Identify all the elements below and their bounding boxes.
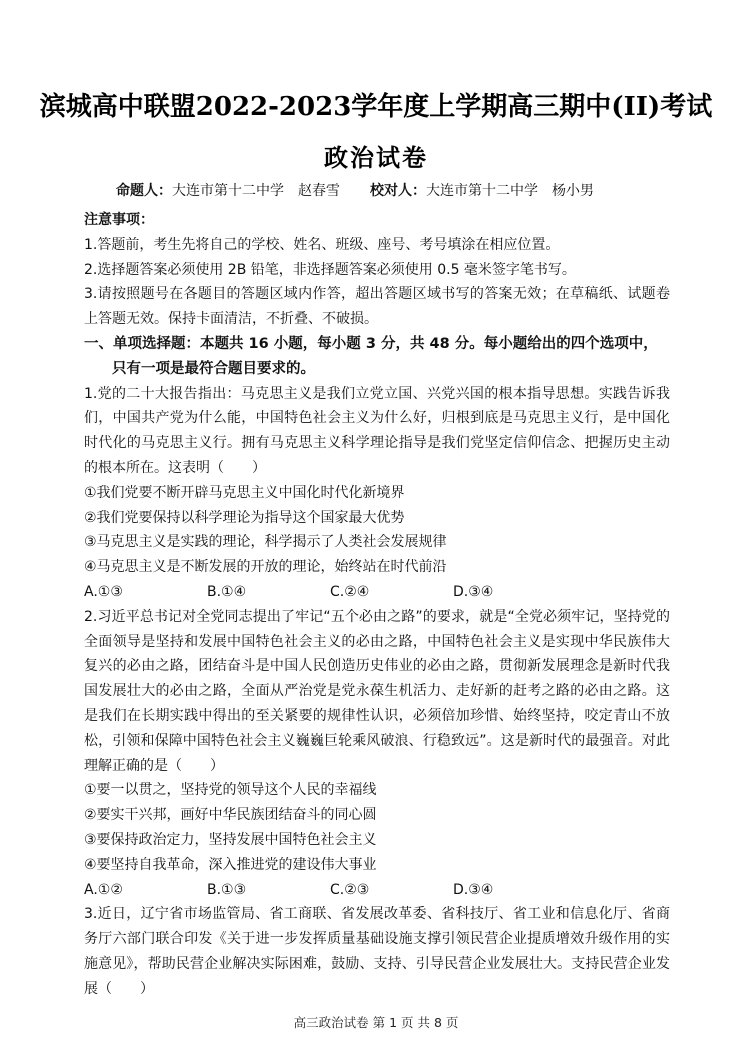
option-c: C.②④ — [330, 583, 370, 600]
statement: ②我们党要保持以科学理论为指导这个国家最大优势 — [84, 509, 405, 526]
question-stem: 1.党的二十大报告指出：马克思主义是我们立党立国、兴党兴国的根本指导思想。实践告诉我们，中国共产党为什么能，中国特色社会主义为什么好，归根到底是马克思主义行，是中国化时代化的马克思主义行。拥有马克思主义科学理论指导是我们党坚定信仰信念、把握历史主动的根本所在。这表明（ ） — [84, 385, 670, 476]
checker-label: 校对人： — [370, 183, 426, 199]
question-stem: 3.近日，辽宁省市场监管局、省工商联、省发展改革委、省科技厅、省工业和信息化厅、省商务厅六部门联合印发《关于进一步发挥质量基础设施支撑引领民营企业提质增效升级作用的实施意见》，帮助民营企业解决实际困难，鼓励、支持、引导民营企业发展壮大。支持民营企业发展（ ） — [84, 906, 670, 997]
answer-options — [84, 580, 670, 605]
question-3 — [84, 902, 670, 1001]
option-d: D.③④ — [453, 881, 494, 898]
notice-item: 1.答题前，考生先将自己的学校、姓名、班级、座号、考号填涂在相应位置。 — [84, 236, 560, 253]
section-heading-cont: 只有一项是最符合题目要求的。 — [112, 360, 315, 377]
section-heading: 一、单项选择题：本题共 16 小题，每小题 3 分，共 48 分。每小题给出的四个选项中， — [84, 335, 658, 352]
exam-content — [84, 208, 670, 1002]
page-footer: 高三政治试卷 第 1 页 共 8 页 — [293, 1015, 459, 1030]
statement: ①要一以贯之，坚持党的领导这个人民的幸福线 — [84, 782, 377, 799]
option-b: B.①④ — [207, 583, 247, 600]
statement: ③马克思主义是实践的理论，科学揭示了人类社会发展规律 — [84, 534, 447, 551]
exam-subtitle: 政治试卷 — [324, 143, 428, 172]
statement: ④马克思主义是不断发展的开放的理论，始终站在时代前沿 — [84, 559, 447, 576]
option-c: C.②③ — [330, 881, 370, 898]
author-value: 大连市第十二中学 赵春雪 — [172, 183, 340, 199]
statement: ①我们党要不断开辟马克思主义中国化时代化新境界 — [84, 484, 405, 501]
option-d: D.③④ — [453, 583, 494, 600]
option-a: A.①② — [84, 881, 123, 898]
statement: ④要坚持自我革命，深入推进党的建设伟大事业 — [84, 856, 377, 873]
question-2 — [84, 605, 670, 903]
checker-value: 大连市第十二中学 杨小男 — [426, 183, 594, 199]
statement: ②要实干兴邦，画好中华民族团结奋斗的同心圆 — [84, 807, 377, 824]
statement: ③要保持政治定力，坚持发展中国特色社会主义 — [84, 831, 377, 848]
question-stem: 2.习近平总书记对全党同志提出了牢记“五个必由之路”的要求，就是“全党必须牢记，坚持党的全面领导是坚持和发展中国特色社会主义的必由之路，中国特色社会主义是实现中华民族伟大复兴的必由之路，团结奋斗是中国人民创造历史伟业的必由之路，贯彻新发展理念是新时代我国发展壮大的必由之路，全面从严治党是党永葆生机活力、走好新的赶考之路的必由之路。这是我们在长期实践中得出的至关紧要的规律性认识，必须倍加珍惜、始终坚持，咬定青山不放松，引领和保障中国特色社会主义巍巍巨轮乘风破浪、行稳致远”。这是新时代的最强音。对此理解正确的是（ ） — [84, 608, 670, 774]
notice-item: 2.选择题答案必须使用 2B 铅笔，非选择题答案必须使用 0.5 毫米签字笔书写。 — [84, 261, 576, 278]
notice-heading: 注意事项： — [84, 212, 154, 228]
question-1 — [84, 382, 670, 605]
author-line — [116, 180, 594, 200]
answer-options — [84, 878, 670, 903]
option-b: B.①③ — [207, 881, 247, 898]
option-a: A.①③ — [84, 583, 123, 600]
author-label: 命题人： — [116, 183, 172, 199]
notice-item: 3.请按照题号在各题目的答题区域内作答，超出答题区域书写的答案无效；在草稿纸、试题卷上答题无效。保持卡面清洁，不折叠、不破损。 — [84, 286, 670, 328]
exam-title: 滨城高中联盟2022-2023学年度上学期高三期中(II)考试 — [39, 92, 713, 122]
